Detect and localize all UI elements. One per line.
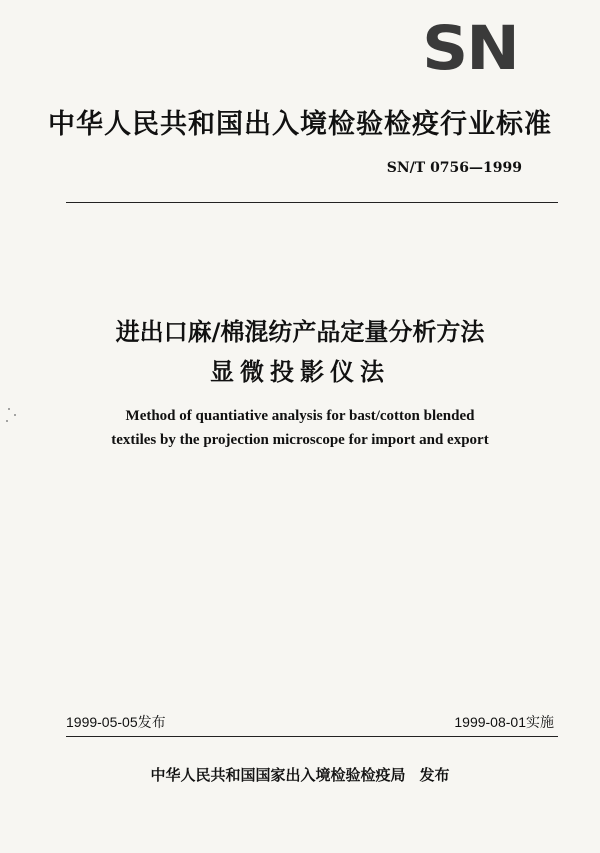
issue-date: 1999-05-05发布 — [66, 714, 166, 730]
document-title-chinese-line2: 显微投影仪法 — [210, 358, 390, 386]
scan-speck — [6, 420, 8, 422]
industry-standard-title: 中华人民共和国出入境检验检疫行业标准 — [48, 109, 552, 140]
standard-number: SN/T 0756—1999 — [386, 160, 522, 176]
sn-logo: SN — [422, 13, 518, 85]
issuer-action: 发布 — [419, 766, 450, 784]
document-title-english-line1: Method of quantiative analysis for bast/cotton blended — [125, 408, 475, 424]
scan-speck — [8, 408, 10, 410]
document-title-english — [0, 404, 600, 452]
issuer-name: 中华人民共和国国家出入境检验检疫局 — [150, 766, 406, 784]
document-title-english-line2: textiles by the projection microscope for import and export — [111, 432, 489, 448]
document-title-chinese-line1: 进出口麻/棉混纺产品定量分析方法 — [115, 318, 485, 346]
issuing-authority — [0, 764, 600, 785]
implementation-date: 1999-08-01实施 — [454, 714, 554, 730]
top-divider — [66, 202, 558, 203]
scan-speck — [14, 414, 16, 416]
bottom-divider — [66, 736, 558, 737]
